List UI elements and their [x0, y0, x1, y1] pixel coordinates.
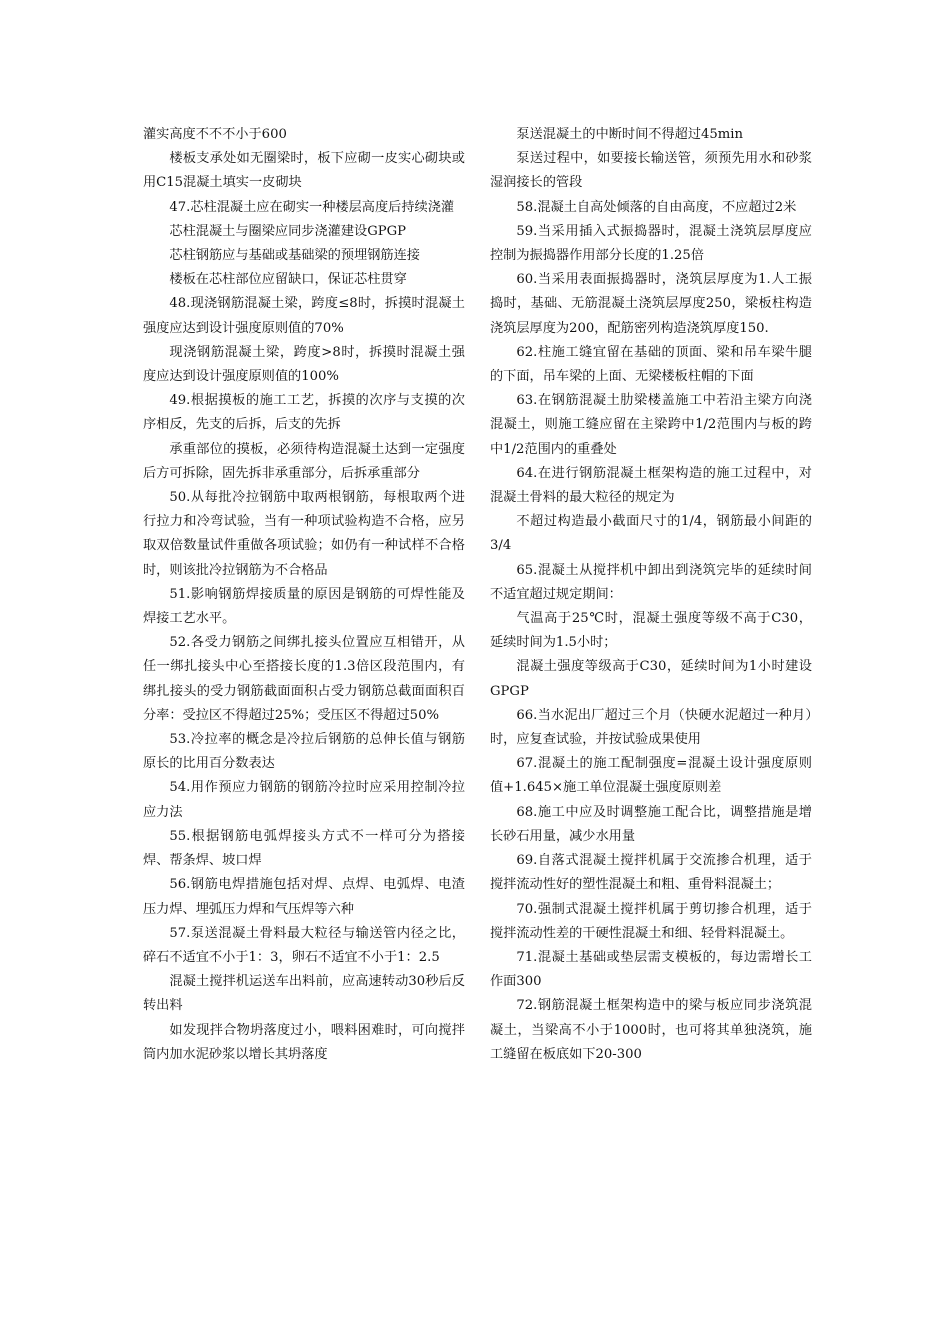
paragraph: 气温高于25℃时，混凝土强度等级不高于C30，延续时间为1.5小时；: [490, 611, 812, 651]
paragraph: 69.自落式混凝土搅拌机属于交流掺合机理，适于搅拌流动性好的塑性混凝土和粗、重骨料混凝土；: [490, 853, 812, 893]
paragraph: 混凝土强度等级高于C30，延续时间为1小时建设GPGP: [490, 659, 812, 699]
paragraph: 50.从每批冷拉钢筋中取两根钢筋，每根取两个进行拉力和冷弯试验，当有一种项试验构造不合格，应另取双倍数量试件重做各项试验；如仍有一种试样不合格时，则该批冷拉钢筋为不合格品: [143, 490, 465, 578]
paragraph: 承重部位的摸板，必须待构造混凝土达到一定强度后方可拆除，固先拆非承重部分，后拆承重部分: [143, 441, 465, 481]
paragraph: 55.根据钢筋电弧焊接头方式不一样可分为搭接焊、帮条焊、坡口焊: [143, 828, 465, 869]
paragraph: 如发现拌合物坍落度过小，喂料困难时，可向搅拌筒内加水泥砂浆以增长其坍落度: [143, 1022, 465, 1062]
paragraph: 70.强制式混凝土搅拌机属于剪切掺合机理，适于搅拌流动性差的干硬性混凝土和细、轻骨料混凝土。: [490, 901, 812, 941]
paragraph: 楼板支承处如无圈梁时，板下应砌一皮实心砌块或用C15混凝土填实一皮砌块: [143, 151, 465, 191]
paragraph: 59.当采用插入式振捣器时，混凝土浇筑层厚度应控制为振捣器作用部分长度的1.25倍: [490, 223, 812, 264]
paragraph: 53.冷拉率的概念是冷拉后钢筋的总伸长值与钢筋原长的比用百分数表达: [143, 732, 465, 772]
paragraph: 72.钢筋混凝土框架构造中的梁与板应同步浇筑混凝土，当梁高不小于1000时，也可将其单独浇筑，施工缝留在板底如下20-300: [490, 998, 812, 1062]
paragraph: 67.混凝土的施工配制强度=混凝土设计强度原则值+1.645×施工单位混凝土强度原则差: [490, 756, 812, 796]
paragraph: 58.混凝土自高处倾落的自由高度，不应超过2米: [516, 199, 797, 215]
paragraph: 51.影响钢筋焊接质量的原因是钢筋的可焊性能及焊接工艺水平。: [143, 586, 465, 627]
paragraph: 62.柱施工缝宜留在基础的顶面、梁和吊车梁牛腿的下面，吊车梁的上面、无梁楼板柱帽的下面: [490, 344, 812, 385]
paragraph: 48.现浇钢筋混凝土梁，跨度≤8时，拆摸时混凝土强度应达到设计强度原则值的70%: [143, 296, 465, 336]
paragraph: 66.当水泥出厂超过三个月（快硬水泥超过一种月）时，应复查试验，并按试验成果使用: [490, 707, 812, 748]
paragraph: 芯柱钢筋应与基础或基础梁的预埋钢筋连接: [169, 248, 420, 264]
paragraph: 64.在进行钢筋混凝土框架构造的施工过程中，对混凝土骨料的最大粒径的规定为: [490, 465, 812, 506]
paragraph: 52.各受力钢筋之间绑扎接头位置应互相错开，从任一绑扎接头中心至搭接长度的1.3倍区段范围内，有绑扎接头的受力钢筋截面面积占受力钢筋总截面面积百分率：受拉区不得超过25%；受压区不得超过50%: [143, 635, 465, 723]
paragraph: 65.混凝土从搅拌机中卸出到浇筑完毕的延续时间不适宜超过规定期间：: [490, 562, 812, 602]
paragraph: 60.当采用表面振捣器时，浇筑层厚度为1.人工振捣时，基础、无筋混凝土浇筑层厚度250，梁板柱构造浇筑层厚度为200，配筋密列构造浇筑厚度150.: [490, 272, 812, 336]
right-text-column: [490, 123, 812, 1067]
paragraph: 不超过构造最小截面尺寸的1/4，钢筋最小间距的3/4: [490, 514, 812, 554]
paragraph: 54.用作预应力钢筋的钢筋冷拉时应采用控制冷拉应力法: [143, 780, 465, 820]
paragraph: 63.在钢筋混凝土肋梁楼盖施工中若沿主梁方向浇混凝土，则施工缝应留在主梁跨中1/2范围内与板的跨中1/2范围内的重叠处: [490, 393, 812, 457]
paragraph: 混凝土搅拌机运送车出料前，应高速转动30秒后反转出料: [143, 974, 465, 1014]
paragraph: 楼板在芯柱部位应留缺口，保证芯柱贯穿: [169, 272, 407, 288]
paragraph: 芯柱混凝土与圈梁应同步浇灌建设GPGP: [169, 223, 407, 239]
paragraph: 47.芯柱混凝土应在砌实一种楼层高度后持续浇灌: [169, 199, 455, 215]
paragraph: 泵送混凝土的中断时间不得超过45min: [516, 127, 744, 142]
paragraph: 56.钢筋电焊措施包括对焊、点焊、电弧焊、电渣压力焊、埋弧压力焊和气压焊等六种: [143, 877, 465, 917]
paragraph: 68.施工中应及时调整施工配合比，调整措施是增长砂石用量，减少水用量: [490, 804, 812, 844]
paragraph: 泵送过程中，如要接长输送管，须预先用水和砂浆湿润接长的管段: [490, 151, 812, 191]
paragraph: 57.泵送混凝土骨料最大粒径与输送管内径之比，碎石不适宜不小于1：3，卵石不适宜不小于1：2.5: [143, 925, 465, 965]
paragraph: 灌实高度不不不小于600: [143, 127, 287, 142]
paragraph: 现浇钢筋混凝土梁，跨度>8时，拆摸时混凝土强度应达到设计强度原则值的100%: [143, 344, 465, 385]
left-text-column: [143, 123, 465, 1067]
paragraph: 71.混凝土基础或垫层需支模板的，每边需增长工作面300: [490, 949, 812, 990]
paragraph: 49.根据摸板的施工工艺，拆摸的次序与支摸的次序相反，先支的后拆，后支的先拆: [143, 393, 465, 433]
